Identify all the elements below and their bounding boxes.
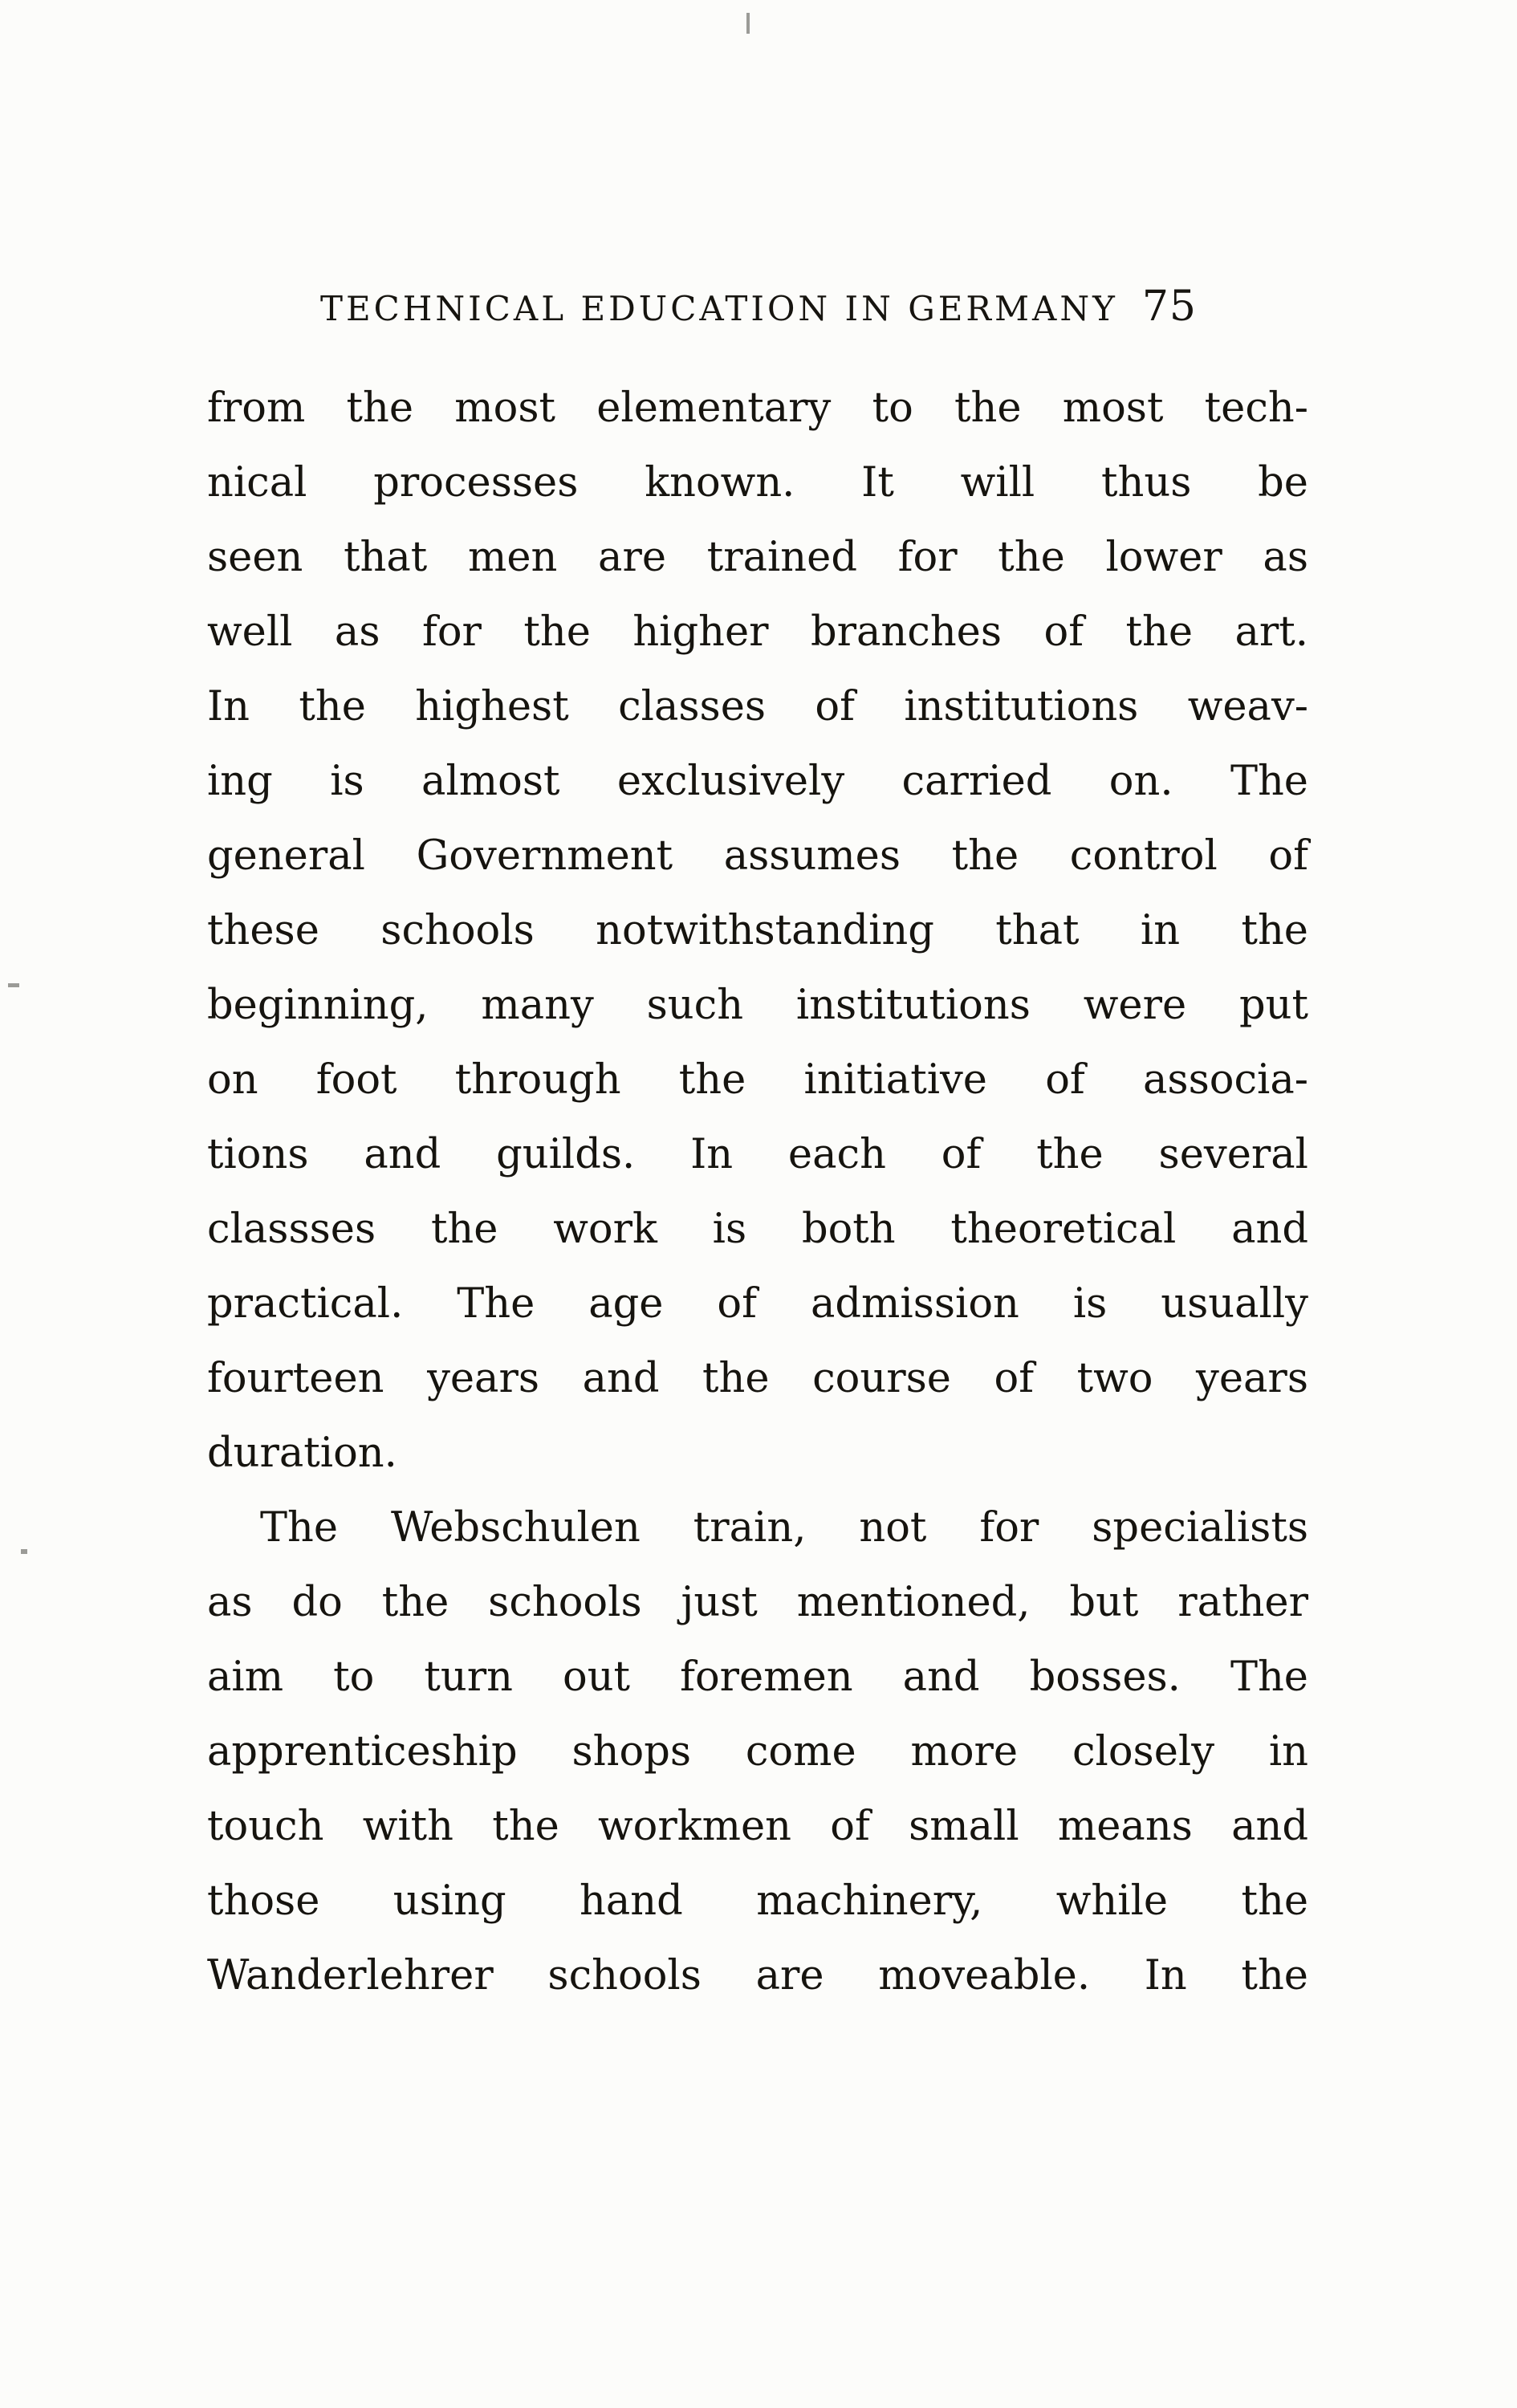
text-line: touch with the workmen of small means and bbox=[207, 1803, 1308, 1850]
scan-artifact bbox=[8, 983, 19, 987]
text-line: well as for the higher branches of the art. bbox=[207, 608, 1308, 656]
scan-artifact bbox=[746, 13, 750, 34]
text-line: general Government assumes the control of bbox=[207, 832, 1308, 880]
text-line: from the most elementary to the most tech- bbox=[207, 384, 1308, 432]
text-line: apprenticeship shops come more closely in bbox=[207, 1728, 1308, 1775]
text-line: The Webschulen train, not for specialists bbox=[260, 1504, 1308, 1552]
text-line: beginning, many such institutions were put bbox=[207, 982, 1308, 1029]
scan-artifact bbox=[21, 1549, 27, 1554]
running-header bbox=[201, 283, 1316, 331]
text-line: fourteen years and the course of two years bbox=[207, 1355, 1308, 1402]
page-body bbox=[207, 371, 1308, 2013]
text-line: aim to turn out foremen and bosses. The bbox=[207, 1653, 1308, 1701]
text-line: these schools notwithstanding that in the bbox=[207, 907, 1308, 954]
text-line: duration. bbox=[207, 1430, 397, 1477]
text-line: nical processes known. It will thus be bbox=[207, 459, 1308, 506]
text-line: seen that men are trained for the lower as bbox=[207, 534, 1308, 581]
text-line: on foot through the initiative of associa- bbox=[207, 1056, 1308, 1104]
text-line: practical. The age of admission is usually bbox=[207, 1280, 1308, 1328]
text-line: tions and guilds. In each of the several bbox=[207, 1131, 1308, 1178]
page-number: 75 bbox=[1141, 283, 1198, 331]
text-line: those using hand machinery, while the bbox=[207, 1877, 1308, 1925]
text-line: classses the work is both theoretical and bbox=[207, 1206, 1308, 1253]
header-title: TECHNICAL EDUCATION IN GERMANY bbox=[319, 289, 1118, 328]
text-line: Wanderlehrer schools are moveable. In the bbox=[207, 1952, 1308, 1999]
text-line: ing is almost exclusively carried on. The bbox=[207, 758, 1308, 805]
text-line: In the highest classes of institutions weav- bbox=[207, 683, 1308, 730]
text-line: as do the schools just mentioned, but rather bbox=[207, 1579, 1308, 1626]
